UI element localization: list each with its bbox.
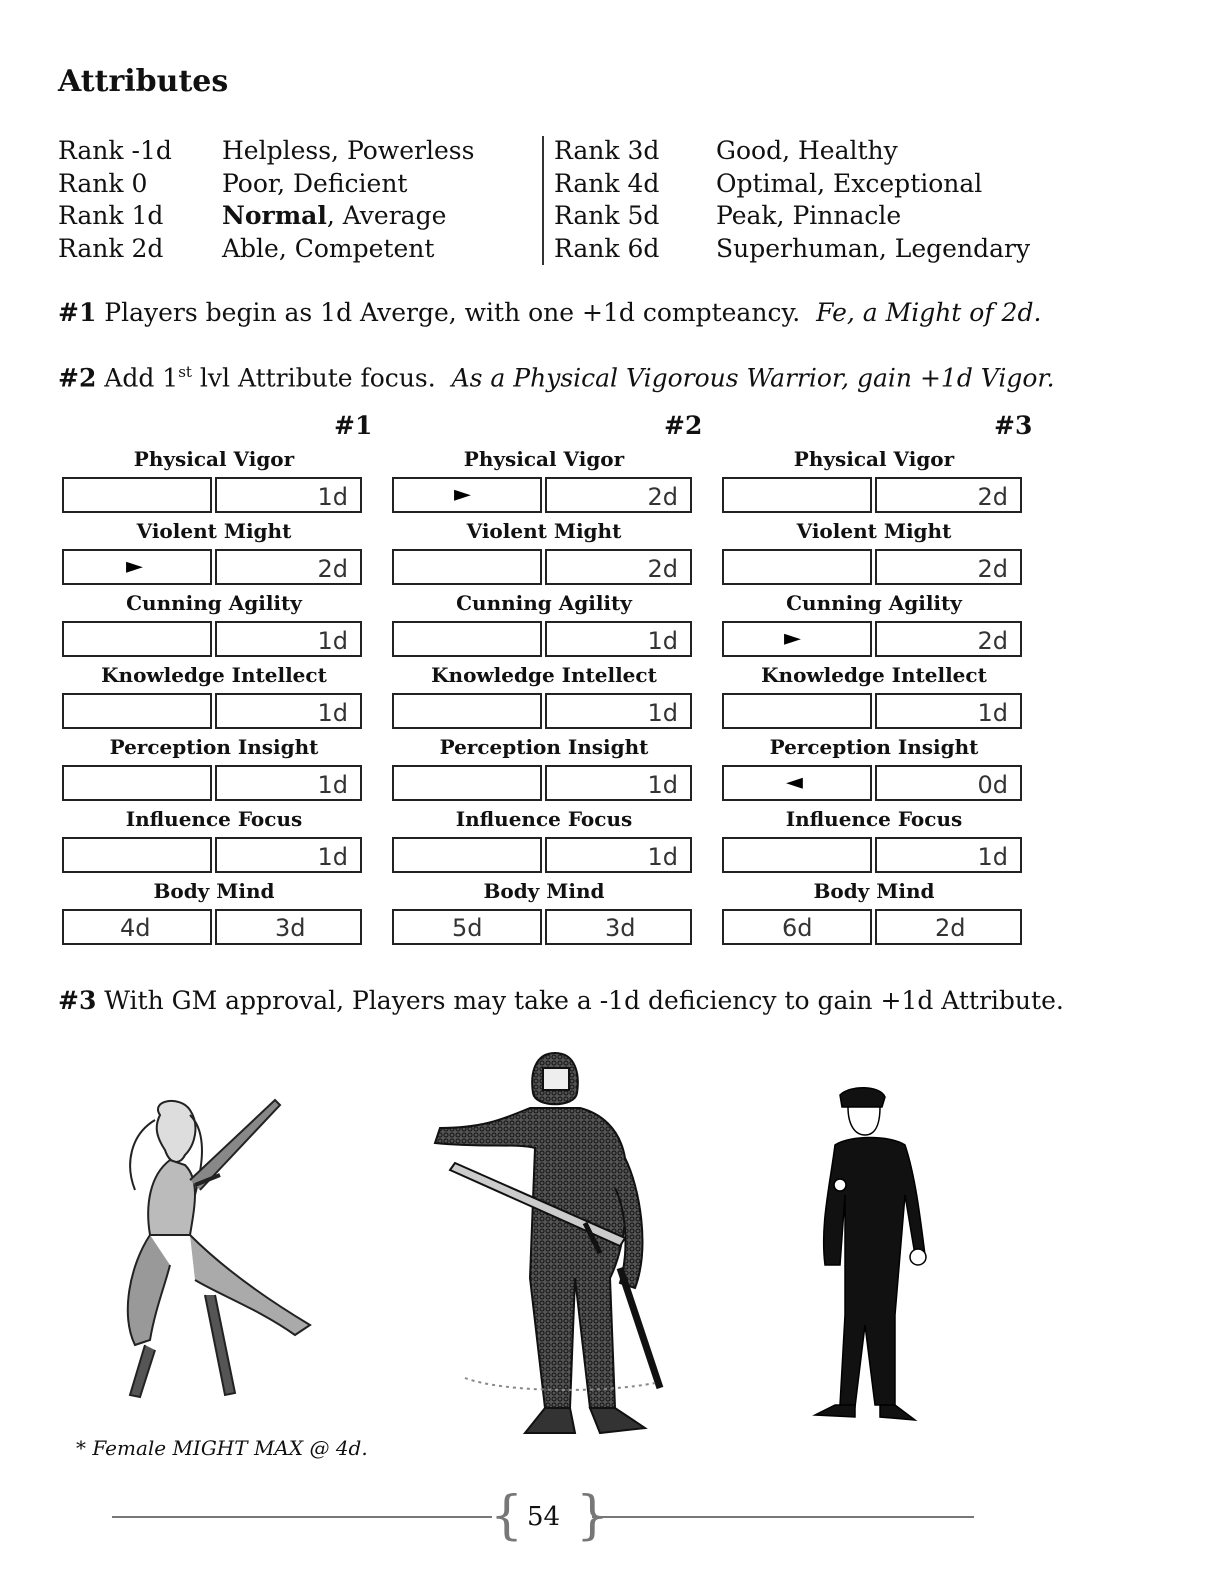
arrow-right-icon: ► [784,626,801,651]
step-3-paragraph [58,986,1064,1015]
footer-bracket-right: } [576,1486,610,1546]
attribute-value-field[interactable] [875,837,1022,873]
arrow-right-icon: ► [454,482,471,507]
focus-arrow-field[interactable] [392,837,542,873]
attribute-value: 1d [647,843,678,871]
attribute-value-field[interactable] [875,693,1022,729]
attribute-label-agility: Cunning Agility [126,591,302,615]
rank-description: Superhuman, Legendary [716,233,1031,263]
step-2-example: As a Physical Vigorous Warrior, gain +1d Vigor. [451,363,1055,393]
rank-description: Good, Healthy [716,136,898,165]
attribute-value: 1d [647,627,678,655]
column-1-number: #1 [334,411,373,440]
attribute-label-vigor: Physical Vigor [463,447,625,471]
focus-arrow-field[interactable] [722,621,872,657]
rank-row [554,168,1030,201]
focus-arrow-field[interactable] [392,621,542,657]
attribute-value: 1d [647,771,678,799]
rank-label: Rank 0 [58,168,148,198]
rank-description: Peak, Pinnacle [716,201,902,230]
attribute-label-vigor: Physical Vigor [793,447,955,471]
step-3-label: #3 [58,986,97,1015]
attribute-value: 2d [977,555,1008,583]
attribute-label-insight: Perception Insight [769,735,979,759]
focus-arrow-field[interactable] [722,549,872,585]
rank-row [58,200,474,233]
page-title: Attributes [58,64,229,99]
attribute-value: 1d [317,483,348,511]
attribute-value: 2d [647,483,678,511]
rank-label: Rank 4d [554,168,660,198]
rank-label: Rank 2d [58,233,164,263]
attribute-value-field[interactable] [215,621,362,657]
mind-value: 2d [935,914,966,942]
rank-row [554,200,1030,233]
rank-label: Rank 5d [554,201,660,230]
focus-arrow-field[interactable] [62,693,212,729]
rank-description: Able, Competent [222,233,435,263]
rank-row [554,135,1030,168]
attribute-label-intellect: Knowledge Intellect [761,663,987,687]
rank-description-rest: , Average [326,201,447,230]
focus-arrow-field[interactable] [722,693,872,729]
attribute-value-field[interactable] [875,765,1022,801]
attribute-value: 1d [317,627,348,655]
attribute-label-agility: Cunning Agility [456,591,632,615]
mind-total-field[interactable] [545,909,692,945]
step-3-text: With GM approval, Players may take a -1d deficiency to gain +1d Attribute. [96,986,1064,1015]
body-mind-label: Body Mind [483,879,605,903]
attribute-value-field[interactable] [215,477,362,513]
rank-description [222,200,446,233]
arrow-right-icon: ► [126,554,143,579]
attribute-value: 1d [647,699,678,727]
rank-label: Rank -1d [58,136,172,165]
body-total-field[interactable] [62,909,212,945]
step-2-paragraph [58,363,1055,392]
attribute-label-insight: Perception Insight [109,735,319,759]
step-1-text: Players begin as 1d Averge, with one +1d compteancy. [96,298,817,327]
rank-label: Rank 3d [554,136,660,165]
rank-label: Rank 6d [554,233,660,263]
rank-row [58,168,474,201]
focus-arrow-field[interactable] [722,477,872,513]
attribute-value: 1d [317,771,348,799]
attribute-value-field[interactable] [215,549,362,585]
focus-arrow-field[interactable] [392,693,542,729]
attribute-label-might: Violent Might [796,519,952,543]
step-1-paragraph [58,298,1041,327]
attribute-label-focus: Influence Focus [785,807,963,831]
attribute-label-agility: Cunning Agility [786,591,962,615]
attribute-value-field[interactable] [875,621,1022,657]
body-total-field[interactable] [392,909,542,945]
attribute-label-focus: Influence Focus [455,807,633,831]
attribute-value-field[interactable] [215,693,362,729]
attribute-label-vigor: Physical Vigor [133,447,295,471]
attribute-value: 0d [977,771,1008,799]
focus-arrow-field[interactable] [392,765,542,801]
step-1-example: Fe, a Might of 2d. [816,298,1042,327]
chainmail-knight-illustration [425,1048,665,1443]
footer-rule-right [592,1516,974,1518]
illustration-caption: * Female MIGHT MAX @ 4d. [76,1436,368,1460]
page-number: 54 [527,1502,561,1532]
body-total-field[interactable] [722,909,872,945]
rank-description-bold: Normal [222,201,327,230]
attribute-value: 2d [317,555,348,583]
attribute-label-intellect: Knowledge Intellect [101,663,327,687]
rank-description: Optimal, Exceptional [716,168,983,198]
body-value: 6d [782,914,813,942]
step-1-label: #1 [58,298,97,327]
focus-arrow-field[interactable] [62,765,212,801]
attribute-label-might: Violent Might [466,519,622,543]
attribute-value: 1d [317,699,348,727]
attribute-value-field[interactable] [875,477,1022,513]
rank-row [58,135,474,168]
attribute-value-field[interactable] [545,477,692,513]
attribute-value: 1d [317,843,348,871]
attribute-value: 2d [647,555,678,583]
step-2-text-rest: lvl Attribute focus. [191,363,452,393]
footer-bracket-left: { [490,1486,524,1546]
rank-row [554,233,1030,266]
mind-value: 3d [275,914,306,942]
focus-arrow-field[interactable] [722,765,872,801]
attribute-value-field[interactable] [875,549,1022,585]
body-value: 5d [452,914,483,942]
rank-row [58,233,474,266]
column-2-number: #2 [664,411,703,440]
attribute-value-field[interactable] [215,837,362,873]
body-value: 4d [120,914,151,942]
soldier-illustration [810,1085,940,1425]
focus-arrow-field[interactable] [392,549,542,585]
step-2-superscript: st [178,363,192,381]
arrow-left-icon: ◄ [786,770,803,795]
attribute-label-insight: Perception Insight [439,735,649,759]
focus-arrow-field[interactable] [62,477,212,513]
mind-total-field[interactable] [875,909,1022,945]
mind-value: 3d [605,914,636,942]
rank-divider [542,136,544,265]
attribute-value-field[interactable] [545,549,692,585]
focus-arrow-field[interactable] [392,477,542,513]
column-3-number: #3 [994,411,1033,440]
step-2-label: #2 [58,363,97,393]
body-mind-label: Body Mind [153,879,275,903]
focus-arrow-field[interactable] [62,549,212,585]
attribute-value: 1d [977,843,1008,871]
attribute-label-intellect: Knowledge Intellect [431,663,657,687]
rank-label: Rank 1d [58,201,164,230]
focus-arrow-field[interactable] [722,837,872,873]
attribute-value: 2d [977,627,1008,655]
attribute-value-field[interactable] [215,765,362,801]
step-2-text: Add 1 [96,363,179,393]
attribute-label-might: Violent Might [136,519,292,543]
focus-arrow-field[interactable] [62,621,212,657]
mind-total-field[interactable] [215,909,362,945]
focus-arrow-field[interactable] [62,837,212,873]
female-warrior-illustration [110,1095,330,1430]
attribute-value-field[interactable] [545,621,692,657]
attribute-label-focus: Influence Focus [125,807,303,831]
rank-table-right [554,135,1030,265]
attribute-value-field[interactable] [545,837,692,873]
attribute-value: 1d [977,699,1008,727]
body-mind-label: Body Mind [813,879,935,903]
rank-description: Helpless, Powerless [222,136,475,165]
attribute-value: 2d [977,483,1008,511]
rank-description: Poor, Deficient [222,168,408,198]
attribute-value-field[interactable] [545,693,692,729]
attribute-value-field[interactable] [545,765,692,801]
rank-table-left [58,135,474,265]
footer-rule-left [112,1516,492,1518]
